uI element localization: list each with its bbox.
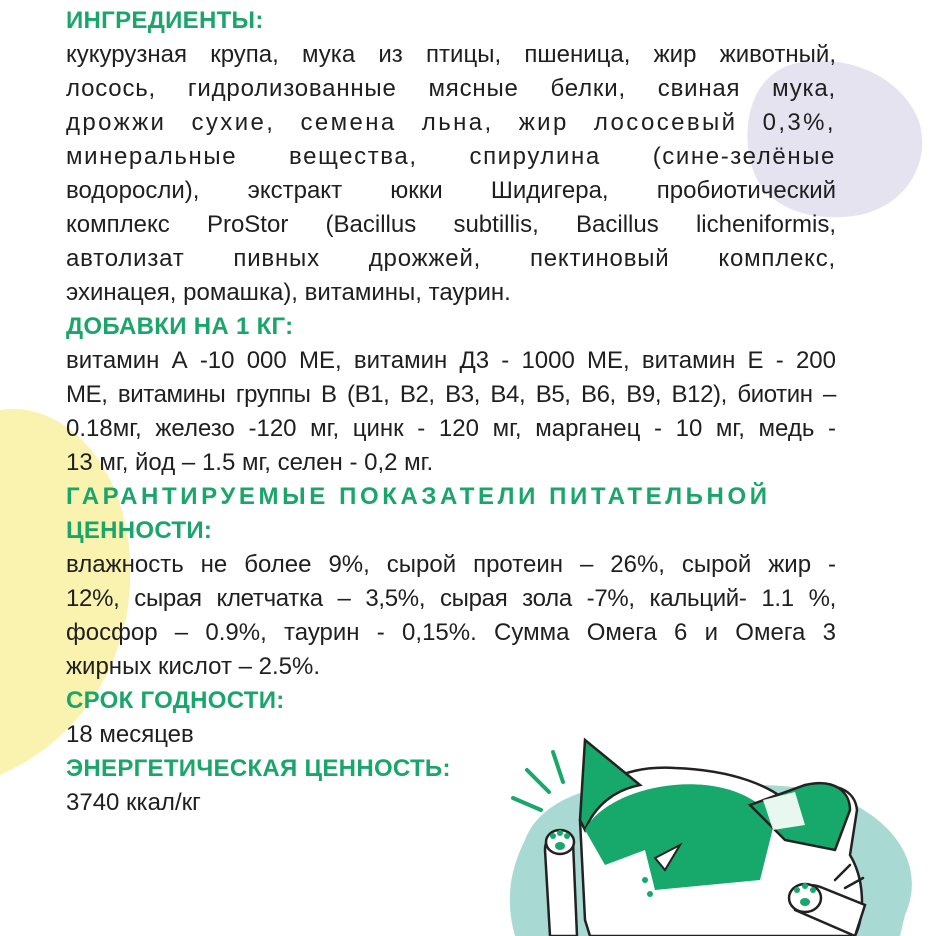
ingredients-text (66, 38, 836, 310)
energy-heading: ЭНЕРГЕТИЧЕСКАЯ ЦЕННОСТЬ: (66, 755, 451, 782)
text-line: 12%, сырая клетчатка – 3,5%, сырая зола -7%, кальций- 1.1 %, (66, 585, 836, 612)
text-line: влажность не более 9%, сырой протеин – 26%, сырой жир - (66, 551, 836, 578)
energy-value: 3740 ккал/кг (66, 789, 201, 816)
nutrition-text (66, 548, 836, 684)
product-info-panel (66, 4, 836, 820)
text-line: лосось, гидролизованные мясные белки, свиная мука, (66, 75, 836, 102)
shelf-life-value: 18 месяцев (66, 721, 194, 748)
text-line: автолизат пивных дрожжей, пектиновый комплекс, (66, 245, 836, 272)
text-line: дрожжи сухие, семена льна, жир лососевый 0,3%, (66, 109, 836, 136)
text-line: жирных кислот – 2.5%. (66, 653, 321, 680)
text-line: МЕ, витамины группы В (В1, В2, В3, В4, В5, В6, В9, В12), биотин – (66, 381, 836, 408)
text-line: фосфор – 0.9%, таурин - 0,15%. Сумма Омега 6 и Омега 3 (66, 619, 836, 646)
emphasis-lines (513, 752, 563, 810)
nutrition-heading: ГАРАНТИРУЕМЫЕ ПОКАЗАТЕЛИ ПИТАТЕЛЬНОЙ (66, 483, 771, 510)
text-line: кукурузная крупа, мука из птицы, пшеница, жир животный, (66, 41, 836, 68)
text-line: комплекс ProStor (Bacillus subtillis, Bacillus licheniformis, (66, 211, 836, 238)
text-line: 0.18мг, железо -120 мг, цинк - 120 мг, марганец - 10 мг, медь - (66, 415, 836, 442)
nutrition-heading-continued: ЦЕННОСТИ: (66, 517, 213, 544)
text-line: витамин А -10 000 МЕ, витамин Д3 - 1000 МЕ, витамин Е - 200 (66, 347, 836, 374)
cat-peeking-illustration (505, 730, 936, 936)
additives-text (66, 344, 836, 480)
additives-heading: ДОБАВКИ НА 1 КГ: (66, 313, 294, 340)
text-line: минеральные вещества, спирулина (сине-зелёные (66, 143, 836, 170)
ingredients-heading: ИНГРЕДИЕНТЫ: (66, 7, 264, 34)
text-line: водоросли), экстракт юкки Шидигера, пробиотический (66, 177, 836, 204)
text-line: эхинацея, ромашка), витамины, таурин. (66, 279, 511, 306)
shelf-life-heading: СРОК ГОДНОСТИ: (66, 687, 285, 714)
text-line: 13 мг, йод – 1.5 мг, селен - 0,2 мг. (66, 449, 434, 476)
